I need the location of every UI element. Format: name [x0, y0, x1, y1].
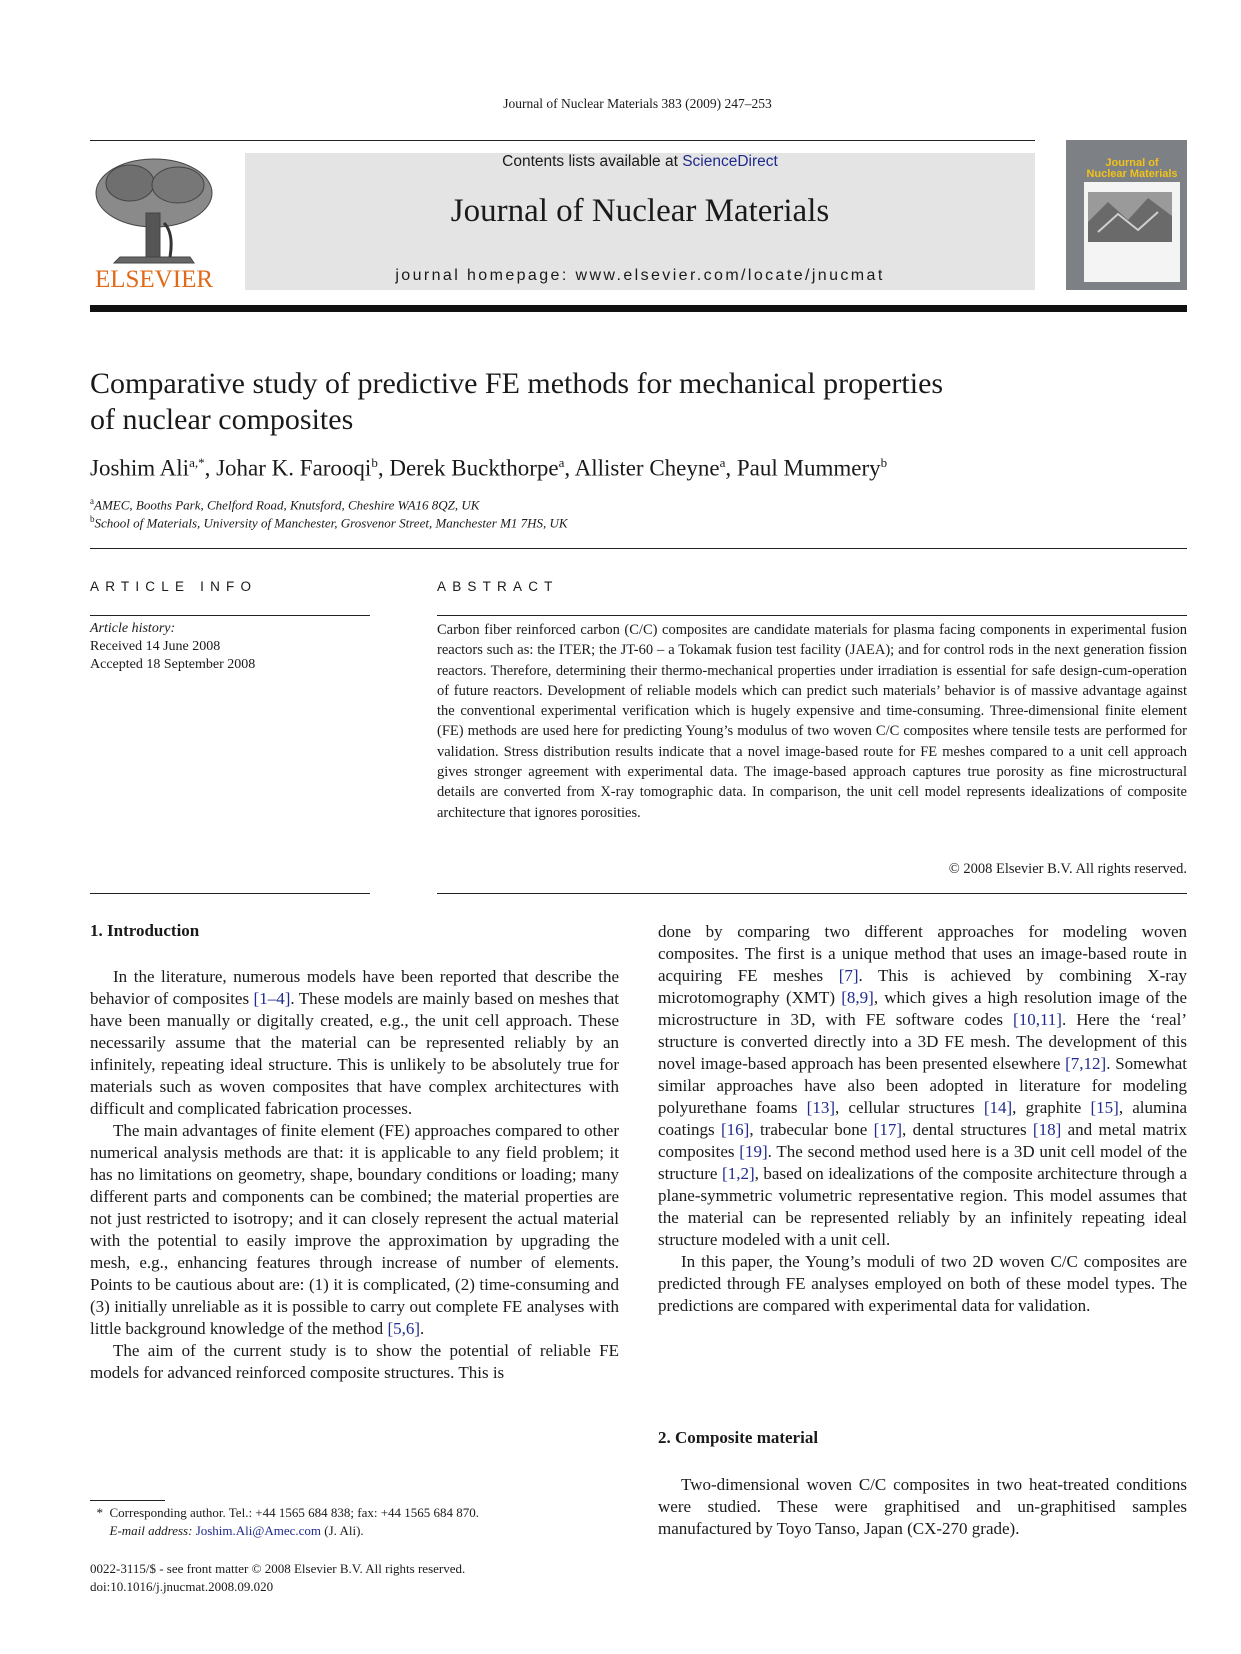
- author-list: Joshim Ali$^{a,*}$, Johar K. Farooqi$^b$, Derek Buckthorpe$^a$, Allister Cheyne$^a$, Paul Mummery$^b$: [90, 455, 888, 481]
- citation-link[interactable]: [19]: [739, 1142, 768, 1161]
- paragraph: The main advantages of finite element (FE) approaches compared to other numerical analysis methods are that: it is applicable to any field problem; it has no limitations on geometry, shape, boundary conditions or loading; many different parts and components can be combined; the material properties are not just restricted to isotropy; and it can closely represent the actual material with the potential to easily improve the approximation by upgrading the mesh, e.g., enhancing features through increase of number of elements. Points to be cautious about are: (1) it is complicated, (2) time-consuming and (3) initially unreliable as it is possible to carry out complete FE analyses with little background knowledge of the method [5,6].: [90, 1121, 619, 1338]
- elsevier-logo[interactable]: [90, 153, 218, 293]
- citation-link[interactable]: [15]: [1090, 1098, 1119, 1117]
- abstract-text: Carbon fiber reinforced carbon (C/C) composites are candidate materials for plasma facing components in experimental fusion reactors such as: the ITER; the JT-60 – a Tokamak fusion test facility (JAEA); and for control rods in the next generation fission reactors. Therefore, determining their thermo-mechanical properties under irradiation is essential for safe design-cum-operation of future reactors. Development of reliable models which can predict such materials’ behavior is of massive advantage against the conventional experimental verification which is hugely expensive and time-consuming. Three-dimensional finite element (FE) methods are used here for predicting Young’s modulus of two woven C/C composites where tensile tests are performed for validation. Stress distribution results indicate that a novel image-based route for FE meshes compared to a unit cell approach gives stronger agreement with experimental data. The image-based approach captures true porosity as fine microstructural details are converted from X-ray tomographic data. In comparison, the unit cell model represents idealizations of composite architecture that ignores porosities.: [437, 622, 1187, 821]
- divider: [437, 615, 1187, 616]
- citation-link[interactable]: [14]: [983, 1098, 1013, 1117]
- author-affiliation-marker: a,*: [189, 455, 205, 470]
- divider: [437, 893, 1187, 894]
- author-name: Derek Buckthorpe: [389, 455, 559, 481]
- body-column-left: [90, 966, 619, 1384]
- author-affiliation-marker: b: [880, 455, 888, 470]
- divider: [90, 893, 370, 894]
- header-thick-rule: [90, 305, 1187, 312]
- cover-title: Journal of Nuclear Materials: [1086, 157, 1178, 180]
- citation-link[interactable]: [8,9]: [841, 988, 874, 1007]
- issn-line: 0022-3115/$ - see front matter © 2008 Elsevier B.V. All rights reserved.: [90, 1561, 466, 1576]
- citation-link[interactable]: [10,11]: [1013, 1010, 1062, 1029]
- accepted-date: Accepted 18 September 2008: [90, 657, 256, 672]
- journal-name: Journal of Nuclear Materials: [450, 193, 830, 229]
- paragraph: done by comparing two different approaches for modeling woven composites. The first is a unique method that uses an image-based route in acquiring FE meshes [7]. This is achieved by combining X-ray microtomography (XMT) [8,9], which gives a high resolution image of the microstructure in 3D, with FE software codes [10,11]. Here the ‘real’ structure is converted directly into a 3D FE mesh. The development of this novel image-based approach has been presented elsewhere [7,12]. Somewhat similar approaches have also been adopted in literature for modeling polyurethane foams [13], cellular structures [14], graphite [15], alumina coatings [16], trabecular bone [17], dental structures [18] and metal matrix composites [19]. The second method used here is a 3D unit cell model of the structure [1,2], based on idealizations of the composite architecture through a plane-symmetric volumetric representative region. This model assumes that the material can be represented reliably by an infinitely repeating ideal structure modeled with a unit cell.: [658, 922, 1188, 1249]
- body-column-right-section2: [658, 1474, 1187, 1540]
- affiliation-a: $^a$AMEC, Booths Park, Chelford Road, Knutsford, Cheshire WA16 8QZ, UK: [90, 496, 480, 513]
- author-email-link[interactable]: Joshim.Ali@Amec.com: [195, 1523, 322, 1538]
- elsevier-wordmark: ELSEVIER: [94, 266, 214, 293]
- article-history: [90, 620, 255, 674]
- contents-prefix: Contents lists available at: [502, 153, 683, 170]
- paragraph: In this paper, the Young’s moduli of two 2D woven C/C composites are predicted through FE analyses employed on both of these model types. The predictions are compared with experimental data for validation.: [658, 1252, 1187, 1315]
- journal-banner: [245, 153, 1035, 290]
- affiliation-b: $^b$School of Materials, University of Manchester, Grosvenor Street, Manchester M1 7HS, UK: [90, 514, 568, 531]
- section-heading-composite-material: 2. Composite material: [658, 1428, 819, 1447]
- citation-link[interactable]: [16]: [721, 1120, 750, 1139]
- citation-link[interactable]: [17]: [873, 1120, 902, 1139]
- author-affiliation-marker: a: [558, 455, 565, 470]
- author-name: Allister Cheyne: [574, 455, 720, 481]
- corresponding-author-footnote: * Corresponding author. Tel.: +44 1565 684 838; fax: +44 1565 684 870. E-mail address: Joshim.Ali@Amec.com (J. Ali).: [96, 1505, 480, 1538]
- abstract-heading: ABSTRACT: [437, 579, 559, 594]
- body-column-right: [658, 921, 1187, 1317]
- contents-line: [245, 153, 1035, 171]
- paragraph: The aim of the current study is to show the potential of reliable FE models for advanced reinforced composite structures. This is: [90, 1341, 619, 1382]
- journal-homepage[interactable]: journal homepage: www.elsevier.com/locate/jnucmat: [395, 267, 885, 284]
- article-info-heading: ARTICLE INFO: [90, 579, 258, 594]
- top-rule: [90, 140, 1035, 141]
- footnote-rule: [90, 1500, 165, 1501]
- journal-cover-thumbnail[interactable]: [1066, 140, 1187, 290]
- author-affiliation-marker: b: [371, 455, 378, 470]
- running-head: Journal of Nuclear Materials 383 (2009) 247–253: [503, 96, 772, 111]
- section-heading-introduction: 1. Introduction: [90, 921, 200, 940]
- author-name: Paul Mummery: [736, 455, 881, 481]
- citation-link[interactable]: [18]: [1032, 1120, 1062, 1139]
- paragraph: In the literature, numerous models have been reported that describe the behavior of composites [1–4]. These models are mainly based on meshes that have been manually or digitally created, e.g., the unit cell approach. These necessarily assume that the material can be represented reliably by an infinitely, repeating ideal structure. This is unlikely to be absolutely true for materials such as woven composites that have complex architectures with difficult and complicated fabrication processes.: [90, 967, 619, 1118]
- citation-link[interactable]: [7,12]: [1065, 1054, 1107, 1073]
- paragraph: Two-dimensional woven C/C composites in two heat-treated conditions were studied. These were graphitised and un-graphitised samples manufactured by Toyo Tanso, Japan (CX-270 grade).: [658, 1475, 1187, 1538]
- citation-link[interactable]: [5,6]: [387, 1319, 421, 1338]
- citation-link[interactable]: [13]: [806, 1098, 835, 1117]
- author-name: Johar K. Farooqi: [216, 455, 372, 481]
- article-title: Comparative study of predictive FE methods for mechanical properties of nuclear composites: [90, 367, 944, 436]
- author-name: Joshim Ali: [90, 455, 190, 481]
- abstract-copyright: © 2008 Elsevier B.V. All rights reserved.: [948, 861, 1187, 877]
- received-date: Received 14 June 2008: [90, 639, 221, 654]
- citation-link[interactable]: [7]: [838, 966, 859, 985]
- sciencedirect-link[interactable]: ScienceDirect: [682, 153, 778, 170]
- doi-line[interactable]: doi:10.1016/j.jnucmat.2008.09.020: [90, 1579, 274, 1594]
- divider: [90, 615, 370, 616]
- cover-image: [1088, 192, 1172, 242]
- history-label: Article history:: [90, 621, 176, 636]
- front-matter: [90, 1560, 465, 1596]
- author-affiliation-marker: a: [719, 455, 726, 470]
- citation-link[interactable]: [1–4]: [253, 989, 291, 1008]
- citation-link[interactable]: [1,2]: [722, 1164, 755, 1183]
- divider: [90, 548, 1187, 549]
